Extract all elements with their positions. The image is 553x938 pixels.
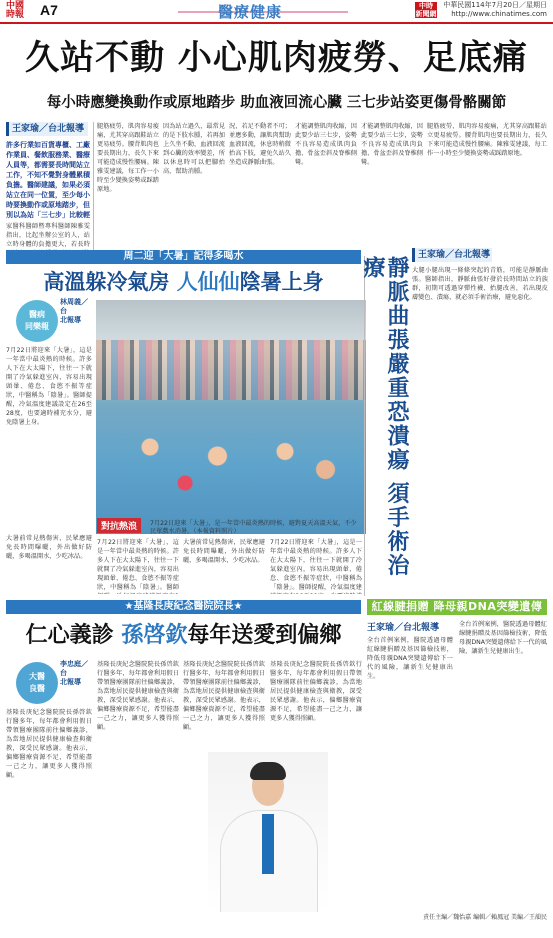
story-bar-dashu: 周二迎「大暑」記得多喝水 bbox=[6, 250, 361, 264]
main-body-col2: 腿筋疲勞，肌肉容易痠痛，尤其穿高跟鞋站立更易疲勞。腰背肌肉也要長期出力，長久下來可能造成慢性腰痛。陳雅雯建議，每工作一小時至少變換姿勢或踩踏原地。 bbox=[97, 123, 159, 193]
story5-body-col2: 基隆長庚紀念醫院院長孫啓欽行醫多年，每年都會利用假日帶領醫療團隊前往偏鄉義診，為當地居民提供健康檢查與衛教，深受民眾感謝。他表示，偏鄉醫療資源不足，希望能盡一己之力，讓更多人獲得照顧。 bbox=[97, 661, 179, 731]
section-banner bbox=[178, 0, 348, 22]
chinatimes-news-logo: 中時 新聞網 bbox=[415, 2, 437, 18]
main-body-col4: 況，若足不動者不可；並應多動，讓肌肉幫助血液回流，休息時稍微抬高下肢，避免久站久坐造成靜脈曲張。 bbox=[229, 123, 291, 166]
story2-body-col3: 大暑前常見熱傷害，民眾應避免長時間曝曬，外出做好防曬，多喝溫開水，少吃冰品。 bbox=[183, 539, 265, 564]
column-badge-icon: 醫病 同樂報 bbox=[16, 300, 58, 342]
tie-image bbox=[262, 814, 274, 874]
issue-date: 中華民國114年7月20日／星期日 bbox=[443, 1, 547, 9]
column-divider bbox=[364, 256, 365, 596]
story2-title: 高溫躲冷氣房 人仙仙陰暑上身 bbox=[43, 270, 324, 294]
story3-byline: 王家瑜／台北報導 bbox=[412, 248, 492, 262]
crowd-image bbox=[96, 340, 366, 400]
story2-body-col1b: 大暑前常見熱傷害，民眾應避免長時間曝曬，外出做好防曬，多喝溫開水，少吃冰品。 bbox=[6, 535, 92, 560]
story5-body-col4: 基隆長庚紀念醫院院長孫啓欽行醫多年，每年都會利用假日帶領醫療團隊前往偏鄉義診，為當地居民提供健康檢查與衛教，深受民眾感謝。他表示，偏鄉醫療資源不足，希望能盡一己之力，讓更多人獲得照顧。 bbox=[270, 661, 362, 722]
main-body-col3: 因為站立過久，最常見的是下肢水腫，若再加上久坐不動，血液回流到心臟的效率變差，所以休息時可以把腳抬高，幫助消腫。 bbox=[163, 123, 225, 175]
main-body-col7: 腿筋疲勞，肌肉容易痠痛，尤其穿高跟鞋站立更易疲勞。腰背肌肉也要長期出力，長久下來可能造成慢性腰痛。陳雅雯建議，每工作一小時至少變換姿勢或踩踏原地。 bbox=[427, 123, 547, 157]
page-header bbox=[0, 0, 553, 24]
newspaper-logo: 中國 時報 bbox=[6, 1, 25, 20]
story5-byline: 李忠庭／台 北報導 bbox=[60, 660, 88, 686]
main-body-col1: 家醫科醫師暨專科醫師陳雅雯指出，比起坐辦公室的人，站立時身體的負擔更大，若長時 bbox=[6, 223, 90, 248]
story2-body-col4: 7月22日將迎來「大暑」，這是一年當中最炎熱的時候。許多人下在大太陽下，往往一下就開了冷氣躲進室內，容易出現頭暈、倦怠、食慾不振等症狀，中醫稱為「陰暑」。醫師提醒，冷氣溫度建 bbox=[270, 539, 362, 591]
story2-byline: 林周義／台 北報導 bbox=[60, 298, 88, 324]
story5-banner-bar: ★基隆長庚紀念醫院院長★ bbox=[6, 600, 361, 614]
story2-body-col2: 7月22日將迎來「大暑」，這是一年當中最炎熱的時候。許多人下在大太陽下，往往一下就開了冷氣躲進室內，容易出現頭暈、倦怠、食慾不振等症狀，中醫稱為「陰暑」。醫師 bbox=[97, 539, 179, 591]
story4-body-col2: 全台首例案例，醫院透過母體紅線腱捐贈及基因篩檢技術，降低母親DNA突變遺傳給下一代的風險，讓新生兒健康出生。 bbox=[459, 621, 547, 655]
photo-caption: 7月22日迎來「大暑」，是一年當中最炎熱的時候，避對夏天高溫天氣，不少民眾戲水消暑。（本報資料照片） bbox=[150, 520, 357, 535]
story4-body-col1: 全台首例案例，醫院透過母體紅線腱捐贈及基因篩檢技術，降低母親DNA突變遺傳給下一代的風險，讓新生兒健康出生。 bbox=[367, 637, 453, 680]
hair-image bbox=[250, 762, 286, 780]
story2-body-col1: 7月22日將迎來「大暑」，這是一年當中最炎熱的時候。許多人下在大太陽下，往往一下就開了冷氣躲進室內，容易出現頭暈、倦怠、食慾不振等症狀，中醫稱為「陰暑」。醫師提醒，冷氣溫度建議設定在26至28度，也要適時補充水分，避免陰暑上身。 bbox=[6, 347, 92, 426]
main-body-col5: 才能調整肌肉收縮，因此要少站三七步，姿勢不良容易造成肌肉負擔、骨盆歪斜及脊椎側彎。 bbox=[295, 123, 357, 166]
page-footer-credits: 責任主編／魏怡嘉 編輯／賴鳳冠 美編／王韻民 bbox=[423, 914, 547, 921]
page-number: A7 bbox=[40, 2, 58, 18]
story3-vertical-headline: 靜脈曲張嚴重恐潰瘍 須手術治療 bbox=[360, 256, 409, 578]
main-headline: 久站不動 小心肌肉疲勞、足底痛 bbox=[25, 38, 528, 78]
story5-body-col1: 基隆長庚紀念醫院院長孫啓欽行醫多年，每年都會利用假日帶領醫療團隊前往偏鄉義診，為當地居民提供健康檢查與衛教，深受民眾感謝。他表示，偏鄉醫療資源不足，希望能盡一己之力，讓更多人獲得照顧。 bbox=[6, 709, 92, 779]
story4-headline-bar: 紅線腱捐贈 降母親DNA突變遺傳風險 bbox=[367, 599, 547, 615]
column-divider bbox=[93, 122, 94, 252]
story5-body-col3: 基隆長庚紀念醫院院長孫啓欽行醫多年，每年都會利用假日帶領醫療團隊前往偏鄉義診，為當地居民提供健康檢查與衛教，深受民眾感謝。他表示，偏鄉醫療資源不足，希望能盡一己之力，讓更多人獲得照顧。 bbox=[183, 661, 265, 731]
main-body-col6: 才能調整肌肉收縮，因此要少站三七步，姿勢不良容易造成肌肉負擔、骨盆歪斜及脊椎側彎。 bbox=[361, 123, 423, 166]
column-badge-icon: 大醫 良醫 bbox=[16, 662, 58, 704]
photo-tag: 對抗熱浪 bbox=[97, 518, 141, 533]
story3-body: 大腿小腿出現一條條突起的青筋，可能是靜脈曲張。醫師指出，靜脈曲張好發於長時間站立的族群，初期可透過穿彈性襪、抬腿改善，若出現皮膚變色、潰瘍，就必須手術治療，避免惡化。 bbox=[412, 267, 548, 301]
main-subhead: 每小時應變換動作或原地踏步 助血液回流心臟 三七步站姿更傷骨骼關節 bbox=[46, 95, 507, 111]
main-lead: 許多行業如百貨專櫃、工廠作業員、餐飲服務業、醫療人員等，都需要長時間站立工作，不知不覺對身體累積負擔。醫師建議，如果必須站立在同一位置，至少每小時要換動作或原地踏步，但別以為站「三七步」比較輕 bbox=[6, 141, 90, 219]
site-url: http://www.chinatimes.com bbox=[451, 10, 547, 18]
section-title: 醫療健康 bbox=[218, 3, 283, 21]
header-right bbox=[415, 1, 547, 19]
doctor-portrait-photo bbox=[208, 752, 328, 912]
main-byline: 王家瑜／台北報導 bbox=[6, 122, 88, 136]
pool-photo bbox=[96, 300, 366, 534]
story5-headline: 仁心義診 孫啓欽每年送愛到偏鄉 bbox=[25, 623, 342, 648]
swimmers-image bbox=[96, 420, 366, 510]
story4-byline: 王家瑜／台北報導 bbox=[367, 623, 440, 633]
